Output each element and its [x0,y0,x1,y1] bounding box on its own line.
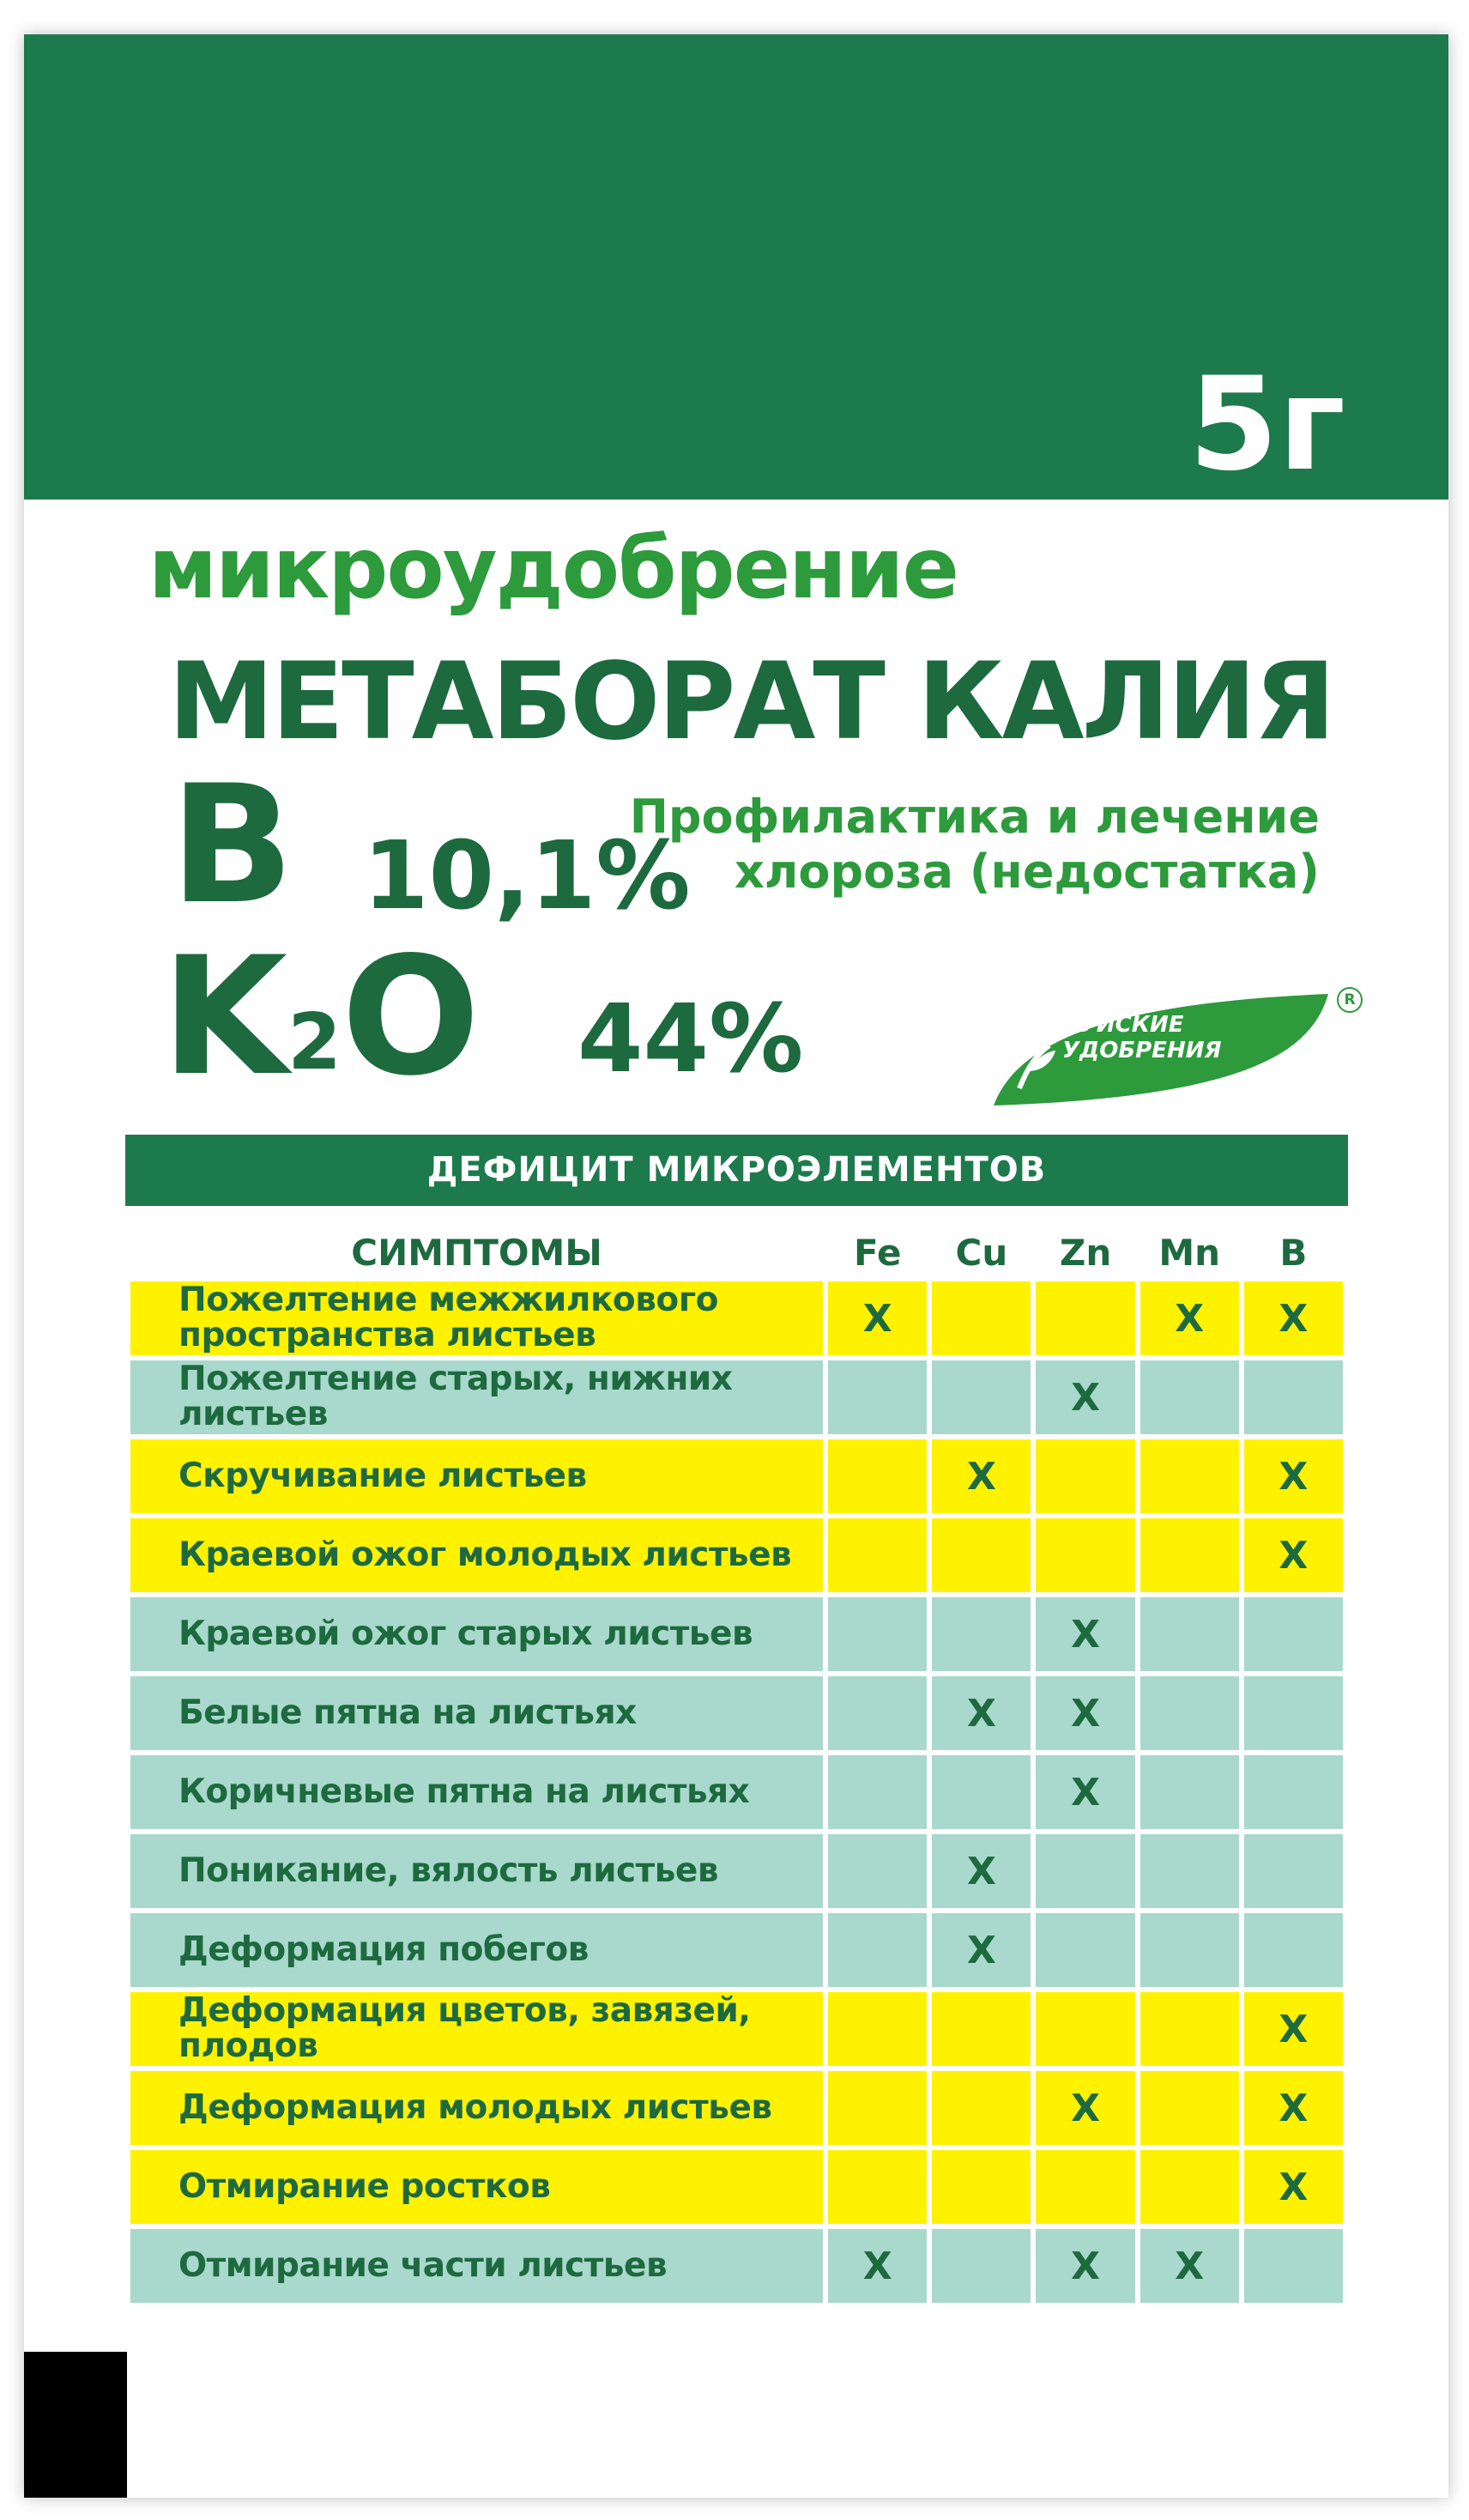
table-row [130,1360,1343,1434]
mn-cell [1140,2071,1239,2145]
cu-cell: X [932,1913,1031,1987]
zn-cell: X [1036,1755,1134,1829]
table-row [130,1913,1343,1987]
header-symptoms: СИМПТОМЫ [351,1231,602,1274]
mn-cell [1140,1518,1239,1592]
symptom-cell: Пожелтение межжилкового пространства листьев [130,1281,823,1355]
cu-cell [932,1597,1031,1671]
zn-cell [1036,1518,1134,1592]
corner-block [24,2352,127,2498]
cu-cell: X [932,1439,1031,1513]
table-row [130,1439,1343,1513]
mn-cell: X [1140,2229,1239,2303]
fe-cell [828,1992,927,2066]
table-header-row [130,1228,1343,1276]
zn-cell: X [1036,1597,1134,1671]
header-fe: Fe [854,1231,902,1274]
symptoms-table [125,1223,1348,2308]
symptom-cell: Пожелтение старых, нижних листьев [130,1360,823,1434]
header-cu: Cu [955,1231,1008,1274]
zn-cell [1036,1281,1134,1355]
symptom-cell: Скручивание листьев [130,1439,823,1513]
k-subscript: 2 [287,997,342,1087]
symptom-cell: Белые пятна на листьях [130,1676,823,1750]
zn-cell: X [1036,2071,1134,2145]
zn-cell: X [1036,2229,1134,2303]
fe-cell [828,1755,927,1829]
element-k2o-percent: 44% [577,984,804,1093]
symptom-cell: Краевой ожог старых листьев [130,1597,823,1671]
mn-cell [1140,1834,1239,1908]
product-subtitle: микроудобрение [148,520,958,618]
symptom-cell: Коричневые пятна на листьях [130,1755,823,1829]
cu-cell [932,1992,1031,2066]
cu-cell [932,2071,1031,2145]
mn-cell [1140,1913,1239,1987]
b-cell [1244,1834,1343,1908]
mn-cell [1140,2150,1239,2224]
fe-cell [828,1360,927,1434]
prophylaxis-line1: Профилактика и лечение [629,790,1320,844]
element-b-percent: 10,1% [363,821,691,930]
b-cell: X [1244,2071,1343,2145]
b-cell: X [1244,1518,1343,1592]
table-row [130,1834,1343,1908]
fe-cell: X [828,2229,927,2303]
table-row [130,1518,1343,1592]
table-row [130,2071,1343,2145]
zn-cell [1036,2150,1134,2224]
symptom-cell: Краевой ожог молодых листьев [130,1518,823,1592]
cu-cell [932,2229,1031,2303]
symptom-cell: Деформация побегов [130,1913,823,1987]
fe-cell [828,1597,927,1671]
mn-cell: X [1140,1281,1239,1355]
cu-cell [932,1360,1031,1434]
fe-cell [828,1913,927,1987]
header-zn: Zn [1059,1231,1112,1274]
symptom-cell: Деформация молодых листьев [130,2071,823,2145]
o-letter: O [341,922,481,1112]
b-cell: X [1244,2150,1343,2224]
b-cell [1244,1755,1343,1829]
b-cell [1244,1913,1343,1987]
package [24,34,1448,2498]
symptom-cell: Деформация цветов, завязей, плодов [130,1992,823,2066]
header-mn: Mn [1158,1231,1221,1274]
cu-cell [932,2150,1031,2224]
fe-cell [828,2071,927,2145]
table-row [130,1755,1343,1829]
symptom-cell: Отмирание ростков [130,2150,823,2224]
b-cell: X [1244,1281,1343,1355]
element-k2o-symbol [161,922,481,1112]
logo-text [1062,1013,1221,1064]
mn-cell [1140,1992,1239,2066]
deficit-title: ДЕФИЦИТ МИКРОЭЛЕМЕНТОВ [125,1135,1348,1206]
symptom-cell: Отмирание части листьев [130,2229,823,2303]
header-b: B [1279,1231,1308,1274]
b-cell: X [1244,1992,1343,2066]
table-row [130,2229,1343,2303]
product-title: МЕТАБОРАТ КАЛИЯ [168,640,1333,764]
mn-cell [1140,1755,1239,1829]
b-cell: X [1244,1439,1343,1513]
element-b-symbol: B [170,750,294,940]
zn-cell [1036,1913,1134,1987]
fe-cell [828,1518,927,1592]
fe-cell [828,1676,927,1750]
b-cell [1244,1597,1343,1671]
fe-cell [828,2150,927,2224]
table-row [130,1676,1343,1750]
weight-label: 5г [1188,350,1345,500]
logo-line2: УДОБРЕНИЯ [1062,1037,1222,1063]
zn-cell [1036,1834,1134,1908]
fe-cell: X [828,1281,927,1355]
zn-cell [1036,1439,1134,1513]
prophylaxis-line2: хлороза (недостатка) [734,844,1320,899]
cu-cell: X [932,1834,1031,1908]
table-row [130,1281,1343,1355]
zn-cell [1036,1992,1134,2066]
mn-cell [1140,1439,1239,1513]
table-row [130,2150,1343,2224]
cu-cell [932,1518,1031,1592]
b-cell [1244,1360,1343,1434]
k-letter: K [161,922,288,1112]
fe-cell [828,1834,927,1908]
zn-cell: X [1036,1360,1134,1434]
logo-line1: БУЙСКИЕ [1062,1012,1184,1038]
b-cell [1244,1676,1343,1750]
symptom-cell: Поникание, вялость листьев [130,1834,823,1908]
b-cell [1244,2229,1343,2303]
mn-cell [1140,1360,1239,1434]
fe-cell [828,1439,927,1513]
mn-cell [1140,1676,1239,1750]
cu-cell [932,1755,1031,1829]
mn-cell [1140,1597,1239,1671]
cu-cell: X [932,1676,1031,1750]
table-row [130,1992,1343,2066]
prophylaxis-text [630,790,1320,899]
cu-cell [932,1281,1031,1355]
zn-cell: X [1036,1676,1134,1750]
registered-mark: R [1337,987,1363,1013]
header-band [24,34,1448,500]
table-row [130,1597,1343,1671]
